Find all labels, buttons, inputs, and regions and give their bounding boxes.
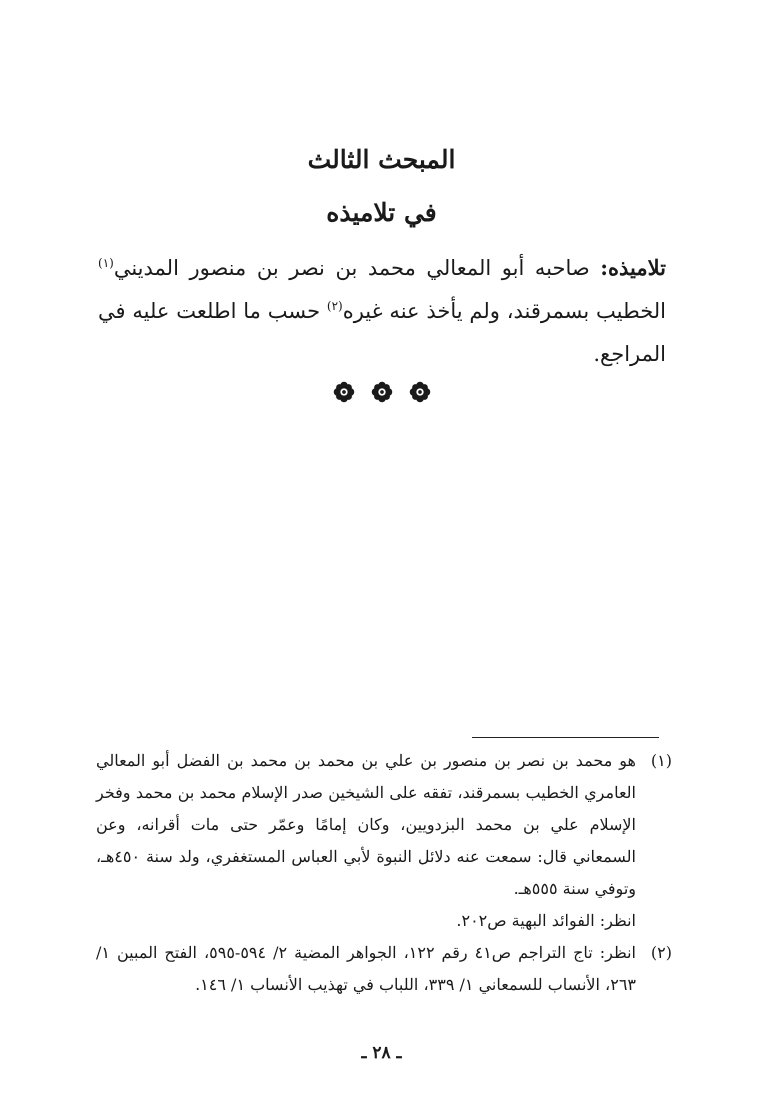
footnote-body: [96, 745, 636, 937]
paragraph-text-part: حسب ما اطلعت عليه في المراجع.: [98, 299, 666, 366]
flower-ornament-icon: [409, 381, 431, 403]
chapter-subtitle: في تلاميذه: [326, 198, 437, 227]
body-paragraph: [98, 246, 666, 376]
footnote-1: [96, 745, 672, 937]
section-ornament-divider: [0, 381, 763, 403]
footnote-ref-1[interactable]: (١): [98, 256, 114, 270]
paragraph-label: تلاميذه:: [600, 255, 666, 280]
flower-ornament-icon: [333, 381, 355, 403]
footnote-reference: انظر: الفوائد البهية ص٢٠٢.: [456, 911, 636, 930]
page-number: ـ ٢٨ ـ: [361, 1043, 402, 1063]
footnote-2: [96, 937, 672, 1001]
chapter-title: المبحث الثالث: [307, 145, 456, 174]
footnote-ref-2[interactable]: (٢): [326, 299, 343, 313]
footnote-number: (٢): [650, 943, 672, 962]
footnote-text: هو محمد بن نصر بن منصور بن علي بن محمد بن محمد بن الفضل أبو المعالي العامري الخطيب بسمرقند، تفقه على الشيخين صدر الإسلام محمد بن محمد وفخر الإسلام علي بن محمد البزدويين، وكان إمامًا وعمّر حتى مات أقرانه، وعن السمعاني قال: سمعت عنه دلائل النبوة لأبي العباس المستغفري، ولد سنة ٤٥٠هـ، وتوفي سنة ٥٥٥هـ.: [96, 751, 636, 898]
footnotes: [96, 745, 672, 1001]
footnote-separator: [472, 737, 659, 738]
paragraph-text-part: الخطيب بسمرقند، ولم يأخذ عنه غيره: [342, 299, 666, 323]
flower-ornament-icon: [371, 381, 393, 403]
paragraph-text-part: صاحبه أبو المعالي محمد بن نصر بن منصور المديني: [113, 256, 601, 280]
footnote-body: [96, 937, 636, 1001]
footnote-text: انظر: تاج التراجم ص٤١ رقم ١٢٢، الجواهر المضية ٢/ ٥٩٤-٥٩٥، الفتح المبين ١/ ٢٦٣، الأنساب للسمعاني ١/ ٣٣٩، اللباب في تهذيب الأنساب ١/ ١٤٦.: [96, 943, 636, 994]
footnote-number: (١): [650, 751, 672, 770]
